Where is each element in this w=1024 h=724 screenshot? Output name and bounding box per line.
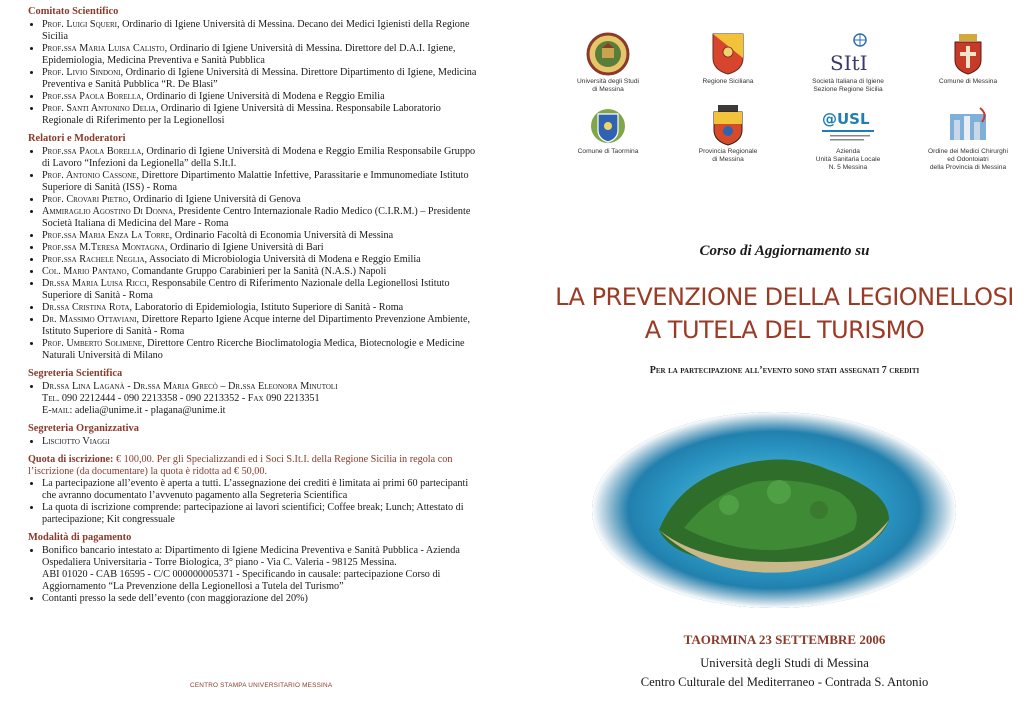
list-item: • Prof. Crovari Pietro, Ordinario di Igiene Università di Genova (42, 194, 480, 206)
logo-comune-messina: Comune di Messina (909, 32, 1024, 86)
pagamento-title: Modalità di pagamento (28, 532, 132, 543)
provincia-crest-icon (711, 104, 745, 146)
logo-usl: @USL Azienda Unità Sanitaria Locale N. 5 Messina (789, 104, 907, 172)
logo-siti: SItI Società Italiana di Igiene Sezione Regione Sicilia (789, 32, 907, 94)
list-item: • Prof.ssa Maria Enza La Torre, Ordinario Facoltà di Economia Università di Messina (42, 230, 480, 242)
university-seal-icon (586, 32, 630, 76)
siti-logo-icon (826, 32, 870, 76)
contact-phone: Tel. 090 2212444 - 090 2213358 - 090 2213352 - Fax 090 2213351 (42, 393, 320, 404)
list-item: • Prof. Luigi Squeri, Ordinario di Igiene Università di Messina. Decano dei Medici Igienisti della Regione Sicilia (42, 19, 480, 43)
list-item: • Ammiraglio Agostino Di Donna, Presidente Centro Internazionale Radio Medico (C.I.R.M.) – Presidente Società Italiana di Medicina del Mare - Roma (42, 206, 480, 230)
list-item: • Lisciotto Viaggi (42, 436, 480, 448)
taormina-crest-icon (589, 104, 627, 146)
list-item: • Contanti presso la sede dell’evento (con maggiorazione del 20%) (42, 593, 480, 605)
list-item: • Dr. Massimo Ottaviani, Direttore Reparto Igiene Acque interne del Dipartimento Prevenzione Ambiente, Istituto Superiore di Sanità - Roma (42, 314, 480, 338)
relatori-title: Relatori e Moderatori (28, 133, 126, 144)
comitato-list (28, 19, 480, 127)
list-item: • Prof.ssa Paola Borella, Ordinario di Igiene Università di Modena e Reggio Emilia Responsabile Gruppo di Lavoro “Infezioni da Legionella” della S.It.I. (42, 146, 480, 170)
list-item: • Dr.ssa Maria Luisa Ricci, Responsabile Centro di Riferimento Nazionale della Legionellosi Istituto Superiore di Sanità - Roma (42, 278, 480, 302)
course-subtitle: Corso di Aggiornamento su (699, 243, 870, 259)
credits-note: Per la partecipazione all’evento sono stati assegnati 7 crediti (649, 365, 920, 376)
printer-footer: CENTRO STAMPA UNIVERSITARIO MESSINA (190, 682, 333, 689)
list-item: • Dr.ssa Cristina Rota, Laboratorio di Epidemiologia, Istituto Superiore di Sanità - Roma (42, 302, 480, 314)
list-item: • Prof. Livio Sindoni, Ordinario di Igiene Università di Messina. Direttore Dipartimento di Igiene, Medicina Preventiva e Sanità Pubblica “R. De Blasi” (42, 67, 480, 91)
contact-email: E-mail: adelia@unime.it - plagana@unime.it (42, 405, 226, 416)
quota-list (28, 478, 480, 526)
regione-shield-icon (711, 32, 745, 76)
venue-line1: Università degli Studi di Messina (700, 656, 869, 670)
island-photo (589, 410, 959, 610)
list-item: • Prof.ssa Rachele Neglia, Associato di Microbiologia Università di Modena e Reggio Emilia (42, 254, 480, 266)
left-column (28, 6, 480, 605)
comune-messina-crest-icon (951, 32, 985, 76)
relatori-list (28, 146, 480, 362)
svg-text:@USL: @USL (822, 110, 870, 128)
right-column (545, 0, 1024, 724)
list-item: • Prof.ssa M.Teresa Montagna, Ordinario di Igiene Università di Bari (42, 242, 480, 254)
ordine-medici-logo-icon (946, 104, 990, 146)
list-item: • La quota di iscrizione comprende: partecipazione ai lavori scientifici; Coffee break; Lunch; Attestato di partecipazione; Kit congressuale (42, 502, 480, 526)
segreteria-scientifica-list (28, 381, 480, 393)
list-item: • Prof.ssa Maria Luisa Calisto, Ordinario di Igiene Università di Messina. Direttore del D.A.I. Igiene, Epidemiologia, Medicina Preventiva e Sanità Pubblica (42, 43, 480, 67)
list-item: • Prof. Antonio Cassone, Direttore Dipartimento Malattie Infettive, Parassitarie e Immunomediate Istituto Superiore di Sanità (ISS) - Roma (42, 170, 480, 194)
main-title-line1: LA PREVENZIONE DELLA LEGIONELLOSI (555, 283, 1014, 311)
list-item: • Prof. Umberto Solimene, Direttore Centro Ricerche Bioclimatologia Medica, Biotecnologie e Medicine Naturali Università di Milano (42, 338, 480, 362)
list-item: • Prof. Santi Antonino Delia, Ordinario di Igiene Università di Messina. Responsabile Laboratorio Regionale di Riferimento per la Legionellosi (42, 103, 480, 127)
logo-regione: Regione Siciliana (669, 32, 787, 86)
pagamento-list (28, 545, 480, 605)
logo-ordine-medici: Ordine dei Medici Chirurghi ed Odontoiatri della Provincia di Messina (909, 104, 1024, 172)
logo-universita: Università degli Studi di Messina (549, 32, 667, 94)
main-title-line2: A TUTELA DEL TURISMO (644, 316, 925, 344)
segreteria-scientifica-title: Segreteria Scientifica (28, 368, 123, 379)
segreteria-organizzativa-title: Segreteria Organizzativa (28, 423, 139, 434)
svg-text:SItI: SItI (830, 51, 868, 75)
list-item: • La partecipazione all’evento è aperta a tutti. L’assegnazione dei crediti è limitata ai primi 60 partecipanti che avranno documentato l’avvenuto pagamento alla Segreteria Scientifica (42, 478, 480, 502)
quota-paragraph: Quota di iscrizione: € 100,00. Per gli Specializzandi ed i Soci S.It.I. della Regione Sicilia in regola con l’iscrizione (da documentare) la quota è ridotta ad € 50,00. (28, 454, 453, 477)
logo-taormina: Comune di Taormina (549, 104, 667, 156)
list-item: • Prof.ssa Paola Borella, Ordinario di Igiene Università di Modena e Reggio Emilia (42, 91, 480, 103)
logo-provincia: Provincia Regionale di Messina (669, 104, 787, 164)
segreteria-organizzativa-list (28, 436, 480, 448)
list-item: • Bonifico bancario intestato a: Dipartimento di Igiene Medicina Preventiva e Sanità Pubblica - Azienda Ospedaliera Universitaria - Torre Biologica, 3° piano - Via C. Valeria - 98125 Messina. ABI 01020 - CAB 16595 - C/C 000000005371 - Specificando in causale: partecipazione Corso di Aggiornamento “La Prevenzione della Legionellosi a Tutela del Turismo” (42, 545, 480, 593)
usl-logo-icon (816, 104, 880, 146)
comitato-title: Comitato Scientifico (28, 6, 119, 17)
event-date: TAORMINA 23 SETTEMBRE 2006 (683, 632, 886, 647)
list-item: • Col. Mario Pantano, Comandante Gruppo Carabinieri per la Sanità (N.A.S.) Napoli (42, 266, 480, 278)
list-item: • Dr.ssa Lina Laganà - Dr.ssa Maria Grecò – Dr.ssa Eleonora Minutoli (42, 381, 480, 393)
venue-line2: Centro Culturale del Mediterraneo - Contrada S. Antonio (640, 675, 929, 689)
